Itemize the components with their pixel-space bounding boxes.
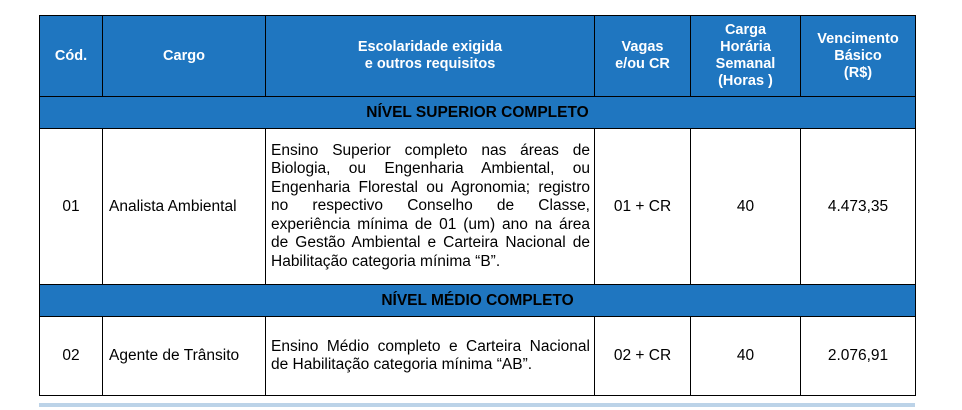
header-vencimento-line: (R$) (843, 64, 873, 81)
cell-requisitos: Ensino Superior completo nas áreas de Biologia, ou Engenharia Ambiental, ou Engenharia Florestal ou Agronomia; registro no respectivo Conselho de Classe, experiência mínima de 01 (um) ano na área de Gestão Ambiental e Carteira Nacional de Habilitação categoria mínima “B”. (266, 129, 595, 285)
header-carga-line: (Horas ) (718, 73, 773, 89)
cargos-table (39, 15, 916, 396)
section-title: NÍVEL MÉDIO COMPLETO (40, 285, 916, 317)
header-escolaridade-line: e outros requisitos (364, 56, 496, 72)
header-escolaridade (266, 16, 595, 97)
cell-cargo: Analista Ambiental (103, 129, 266, 285)
header-vencimento-line: Básico (834, 47, 882, 64)
cell-cod: 01 (40, 129, 103, 285)
cell-carga: 40 (691, 317, 801, 396)
cargos-table-container (39, 15, 915, 396)
cell-cargo: Agente de Trânsito (103, 317, 266, 396)
header-carga-line: Horária (720, 39, 771, 55)
cell-vagas: 01 + CR (595, 129, 691, 285)
header-cargo: Cargo (103, 16, 266, 97)
header-vagas (595, 16, 691, 97)
header-vencimento (801, 16, 916, 97)
cell-cod: 02 (40, 317, 103, 396)
table-row (40, 129, 916, 285)
header-vagas-line: e/ou CR (615, 56, 670, 72)
section-row-medio (40, 285, 916, 317)
cell-vencimento: 2.076,91 (801, 317, 916, 396)
cell-carga: 40 (691, 129, 801, 285)
table-row (40, 317, 916, 396)
cell-requisitos: Ensino Médio completo e Carteira Nacional de Habilitação categoria mínima “AB”. (266, 317, 595, 396)
table-header-row (40, 16, 916, 97)
header-vencimento-line: Vencimento (817, 30, 899, 47)
section-row-superior (40, 97, 916, 129)
header-carga-line: Semanal (715, 56, 776, 72)
header-vagas-line: Vagas (621, 39, 664, 55)
bottom-divider (39, 403, 915, 407)
header-escolaridade-line: Escolaridade exigida (357, 39, 503, 55)
header-carga-line: Carga (724, 22, 767, 38)
cell-vencimento: 4.473,35 (801, 129, 916, 285)
section-title: NÍVEL SUPERIOR COMPLETO (40, 97, 916, 129)
header-carga-horaria (691, 16, 801, 97)
cell-vagas: 02 + CR (595, 317, 691, 396)
header-cod: Cód. (40, 16, 103, 97)
